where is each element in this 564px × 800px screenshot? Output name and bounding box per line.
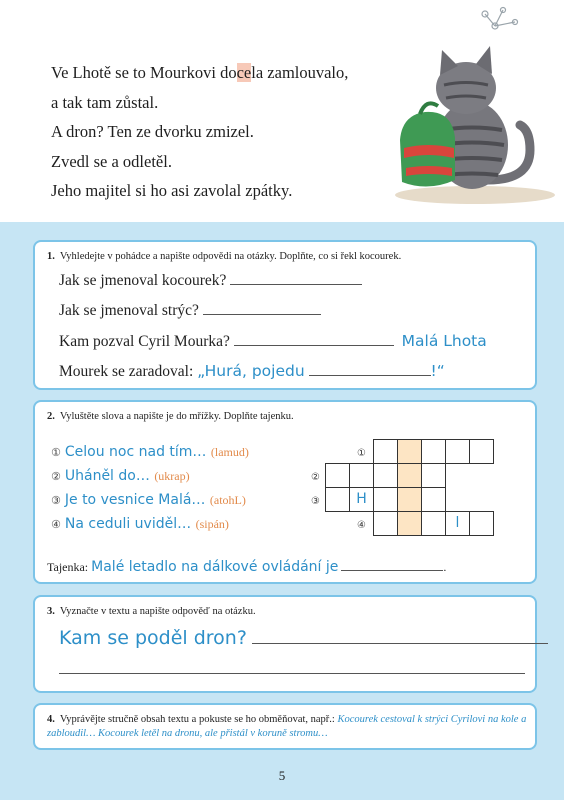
answer-blank-4[interactable]: [309, 364, 431, 376]
answer-malá-lhota: Malá Lhota: [401, 332, 487, 350]
solution-cell[interactable]: [397, 439, 422, 464]
story-line-1: Ve Lhotě se to Mourkovi docela zamlouvalo,: [51, 63, 349, 82]
answer-blank-3[interactable]: [234, 334, 394, 346]
exercise-1-question-4: Mourek se zaradoval: „Hurá, pojedu !“: [59, 362, 445, 380]
answer-line-6[interactable]: [59, 673, 525, 674]
exercise-1-instruction: 1. Vyhledejte v pohádce a napište odpovědi na otázky. Doplňte, co si řekl kocourek.: [47, 251, 402, 262]
answer-blank-2[interactable]: [203, 303, 321, 315]
exercise-4-instruction: 4. Vyprávějte stručně obsah textu a pokuste se ho obměňovat, např.: Kocourek cestoval k strýci Cyrilovi na kole a zabloudil… Kocourek letěl na dronu, ale přistál v koruně stromu…: [47, 714, 527, 739]
exercise-1-card: [33, 240, 537, 390]
solution-cell[interactable]: [397, 487, 422, 512]
clue-1: ① Celou noc nad tím… (lamud): [51, 444, 249, 460]
grid-cell[interactable]: [469, 511, 494, 536]
exercise-4-example: Kocourek cestoval k strýci Cyrilovi na kole a zabloudil… Kocourek letěl na dronu, ale přistál v koruně stromu…: [47, 714, 527, 739]
grid-cell[interactable]: [325, 487, 350, 512]
clue-3: ③ Je to vesnice Malá… (atohL): [51, 492, 246, 508]
story-section: [0, 0, 564, 222]
exercise-3-card: [33, 595, 537, 693]
story-line-4: Zvedl se a odletěl.: [51, 151, 172, 171]
grid-cell[interactable]: [421, 463, 446, 488]
page-number: 5: [278, 768, 286, 783]
cat-with-backpack-illustration: [380, 30, 560, 205]
exercise-2-card: 2. Vyluštěte slova a napište je do mřížky. Doplňte tajenku. ① Celou noc nad tím… (lamud) ② Uháněl do… (ukrap) ③ Je to vesnice Malá… (atohL) ④ Na ceduli uviděl… (sipán) ① ② ③ ④ H l Tajenka: Malé letadlo na dálkové ovládání je .: [33, 400, 537, 584]
exercise-1-question-1: Jak se jmenoval kocourek?: [59, 272, 362, 290]
exercise-3-instruction: 3. Vyznačte v textu a napište odpověď na otázku.: [47, 606, 256, 617]
exercise-1-question-2: Jak se jmenoval strýc?: [59, 302, 321, 320]
solution-cell[interactable]: [397, 511, 422, 536]
story-line-3: A dron? Ten ze dvorku zmizel.: [51, 122, 254, 141]
exercise-2-instruction: 2. Vyluštěte slova a napište je do mřížky. Doplňte tajenku.: [47, 411, 294, 422]
story-line-5: Jeho majitel si ho asi zavolal zpátky.: [51, 181, 293, 200]
grid-cell[interactable]: [421, 511, 446, 536]
tajenka-line: Tajenka: Malé letadlo na dálkové ovládání je .: [47, 559, 447, 575]
grid-cell[interactable]: [325, 463, 350, 488]
tajenka-answer-blank[interactable]: [341, 559, 443, 571]
grid-cell-letter-h[interactable]: H: [349, 487, 374, 512]
answer-blank-1[interactable]: [230, 273, 362, 285]
clue-4: ④ Na ceduli uviděl… (sipán): [51, 516, 229, 532]
story-text: [51, 58, 348, 206]
exercise-1-question-3: Kam pozval Cyril Mourka? Malá Lhota: [59, 332, 487, 350]
grid-cell[interactable]: [469, 439, 494, 464]
grid-cell[interactable]: [421, 439, 446, 464]
highlighted-syllable: ce: [236, 63, 252, 82]
solution-cell[interactable]: [397, 463, 422, 488]
grid-cell[interactable]: [421, 487, 446, 512]
exercise-3-question: Kam se poděl dron?: [59, 627, 548, 650]
grid-cell[interactable]: [445, 439, 470, 464]
grid-cell[interactable]: [373, 487, 398, 512]
clue-2: ② Uháněl do… (ukrap): [51, 468, 190, 484]
grid-cell[interactable]: [373, 463, 398, 488]
grid-cell[interactable]: [373, 511, 398, 536]
grid-cell[interactable]: [373, 439, 398, 464]
exercise-4-card: [33, 703, 537, 750]
grid-cell[interactable]: [349, 463, 374, 488]
story-line-2: a tak tam zůstal.: [51, 92, 159, 112]
answer-blank-5[interactable]: [252, 630, 548, 644]
grid-cell-letter-l[interactable]: l: [445, 511, 470, 536]
